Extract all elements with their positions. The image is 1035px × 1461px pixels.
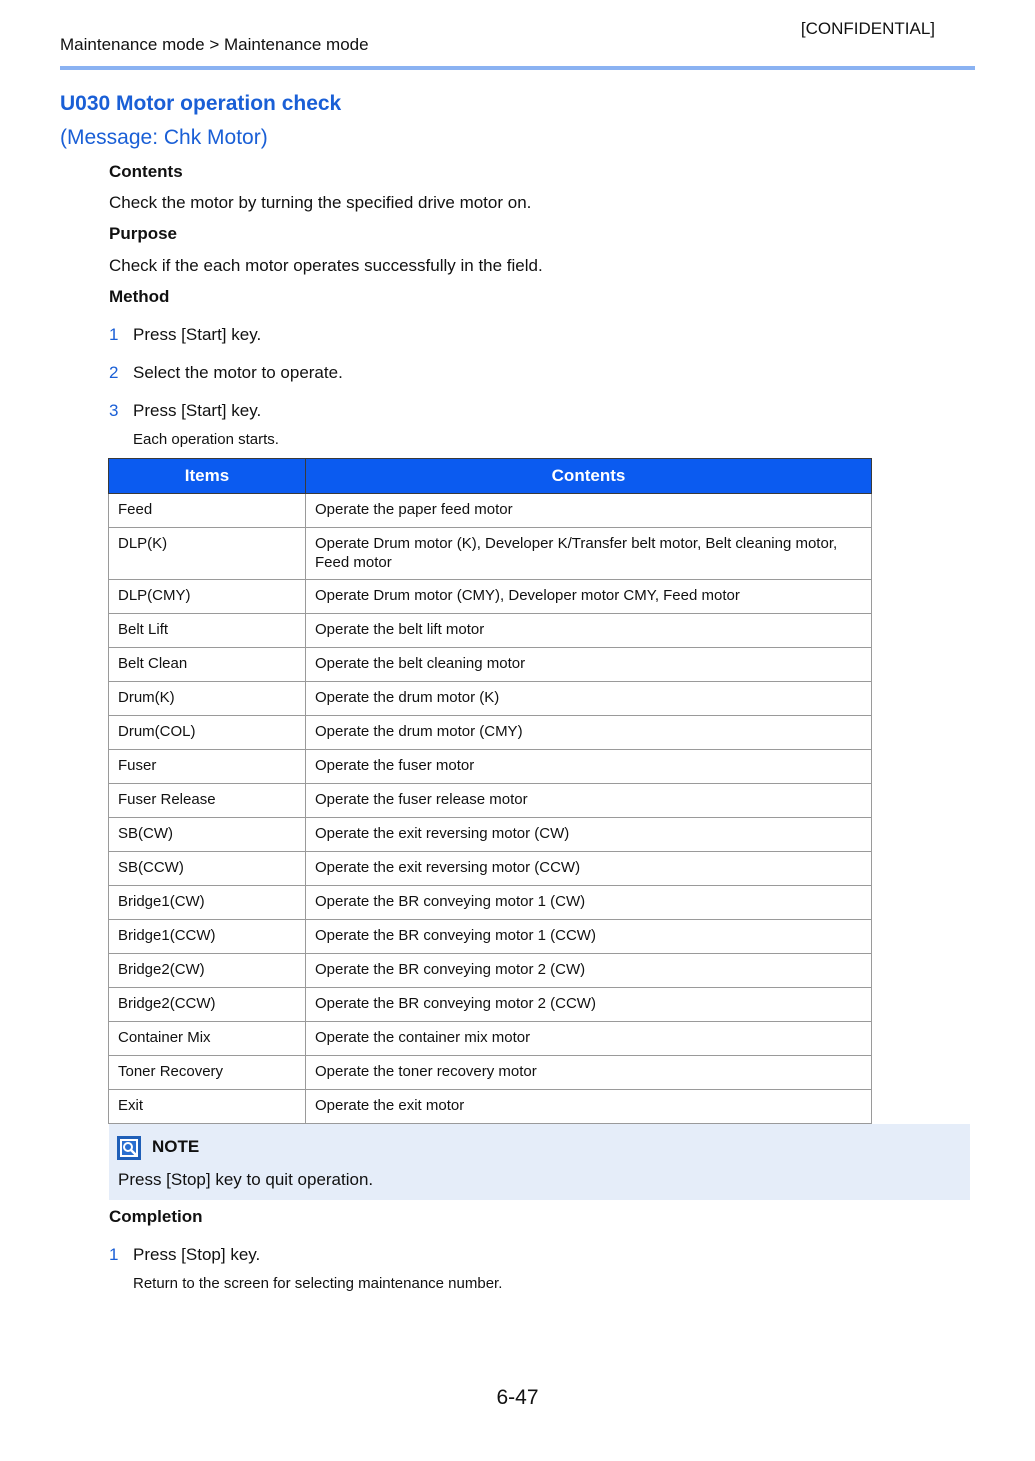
column-header-contents: Contents xyxy=(306,459,872,494)
motor-table xyxy=(108,458,872,1124)
table-cell-contents: Operate Drum motor (K), Developer K/Transfer belt motor, Belt cleaning motor, Feed motor xyxy=(306,528,872,580)
purpose-heading: Purpose xyxy=(109,224,178,243)
table-cell-contents: Operate the BR conveying motor 1 (CW) xyxy=(306,886,872,920)
completion-step xyxy=(109,1245,260,1265)
step-text: Press [Start] key. xyxy=(133,325,262,344)
note-label: NOTE xyxy=(152,1137,200,1156)
table-cell-contents: Operate the paper feed motor xyxy=(306,494,872,528)
header-rule xyxy=(60,66,975,70)
table-cell-item: Drum(K) xyxy=(109,682,306,716)
table-row xyxy=(109,614,872,648)
table-cell-contents: Operate the belt lift motor xyxy=(306,614,872,648)
table-row xyxy=(109,886,872,920)
step-text: Press [Start] key. xyxy=(133,401,262,420)
table-row xyxy=(109,528,872,580)
table-cell-contents: Operate the BR conveying motor 2 (CCW) xyxy=(306,988,872,1022)
table-row xyxy=(109,818,872,852)
note-box xyxy=(109,1124,970,1200)
table-row xyxy=(109,750,872,784)
confidential-label: [CONFIDENTIAL] xyxy=(800,19,935,38)
table-cell-item: Drum(COL) xyxy=(109,716,306,750)
method-heading: Method xyxy=(109,287,170,306)
contents-text: Check the motor by turning the specified drive motor on. xyxy=(109,193,532,212)
step-number: 3 xyxy=(109,401,119,420)
page-number: 6-47 xyxy=(496,1386,539,1409)
table-row xyxy=(109,988,872,1022)
method-step xyxy=(109,401,261,421)
method-note: Each operation starts. xyxy=(133,431,279,448)
table-cell-item: Fuser xyxy=(109,750,306,784)
table-cell-item: Bridge1(CW) xyxy=(109,886,306,920)
table-cell-contents: Operate the exit motor xyxy=(306,1090,872,1124)
table-cell-item: SB(CW) xyxy=(109,818,306,852)
table-row xyxy=(109,920,872,954)
table-cell-item: Container Mix xyxy=(109,1022,306,1056)
table-header-row xyxy=(109,459,872,494)
table-row xyxy=(109,1022,872,1056)
page-subtitle: (Message: Chk Motor) xyxy=(60,126,268,149)
contents-heading: Contents xyxy=(109,162,183,181)
breadcrumb: Maintenance mode > Maintenance mode xyxy=(60,35,369,54)
table-cell-contents: Operate the drum motor (CMY) xyxy=(306,716,872,750)
table-cell-contents: Operate the belt cleaning motor xyxy=(306,648,872,682)
table-body xyxy=(109,494,872,1124)
table-cell-item: Bridge2(CW) xyxy=(109,954,306,988)
table-cell-item: DLP(K) xyxy=(109,528,306,580)
table-cell-contents: Operate Drum motor (CMY), Developer motor CMY, Feed motor xyxy=(306,580,872,614)
table-row xyxy=(109,852,872,886)
table-row xyxy=(109,716,872,750)
completion-heading: Completion xyxy=(109,1207,203,1226)
table-cell-item: Feed xyxy=(109,494,306,528)
method-step xyxy=(109,325,261,345)
table-row xyxy=(109,954,872,988)
method-step xyxy=(109,363,343,383)
table-cell-item: Exit xyxy=(109,1090,306,1124)
table-row xyxy=(109,648,872,682)
table-cell-item: Belt Clean xyxy=(109,648,306,682)
purpose-text: Check if the each motor operates successfully in the field. xyxy=(109,256,543,275)
table-row xyxy=(109,1090,872,1124)
table-cell-contents: Operate the fuser release motor xyxy=(306,784,872,818)
step-text: Press [Stop] key. xyxy=(133,1245,261,1264)
page-title: U030 Motor operation check xyxy=(60,92,342,115)
table-cell-contents: Operate the BR conveying motor 2 (CW) xyxy=(306,954,872,988)
table-cell-contents: Operate the fuser motor xyxy=(306,750,872,784)
column-header-items: Items xyxy=(109,459,306,494)
step-number: 1 xyxy=(109,1245,119,1264)
step-text: Select the motor to operate. xyxy=(133,363,343,382)
table-cell-contents: Operate the BR conveying motor 1 (CCW) xyxy=(306,920,872,954)
table-cell-item: Toner Recovery xyxy=(109,1056,306,1090)
table-cell-item: DLP(CMY) xyxy=(109,580,306,614)
table-cell-item: Fuser Release xyxy=(109,784,306,818)
table-cell-contents: Operate the container mix motor xyxy=(306,1022,872,1056)
table-cell-item: Belt Lift xyxy=(109,614,306,648)
table-cell-contents: Operate the exit reversing motor (CCW) xyxy=(306,852,872,886)
table-row xyxy=(109,682,872,716)
step-number: 2 xyxy=(109,363,119,382)
step-number: 1 xyxy=(109,325,119,344)
table-cell-contents: Operate the toner recovery motor xyxy=(306,1056,872,1090)
note-text: Press [Stop] key to quit operation. xyxy=(118,1170,374,1189)
table-row xyxy=(109,494,872,528)
table-row xyxy=(109,784,872,818)
table-cell-item: Bridge1(CCW) xyxy=(109,920,306,954)
table-cell-item: SB(CCW) xyxy=(109,852,306,886)
table-row xyxy=(109,580,872,614)
table-row xyxy=(109,1056,872,1090)
table-cell-item: Bridge2(CCW) xyxy=(109,988,306,1022)
table-cell-contents: Operate the drum motor (K) xyxy=(306,682,872,716)
note-icon xyxy=(117,1136,141,1160)
completion-note: Return to the screen for selecting maintenance number. xyxy=(133,1275,503,1292)
table-cell-contents: Operate the exit reversing motor (CW) xyxy=(306,818,872,852)
